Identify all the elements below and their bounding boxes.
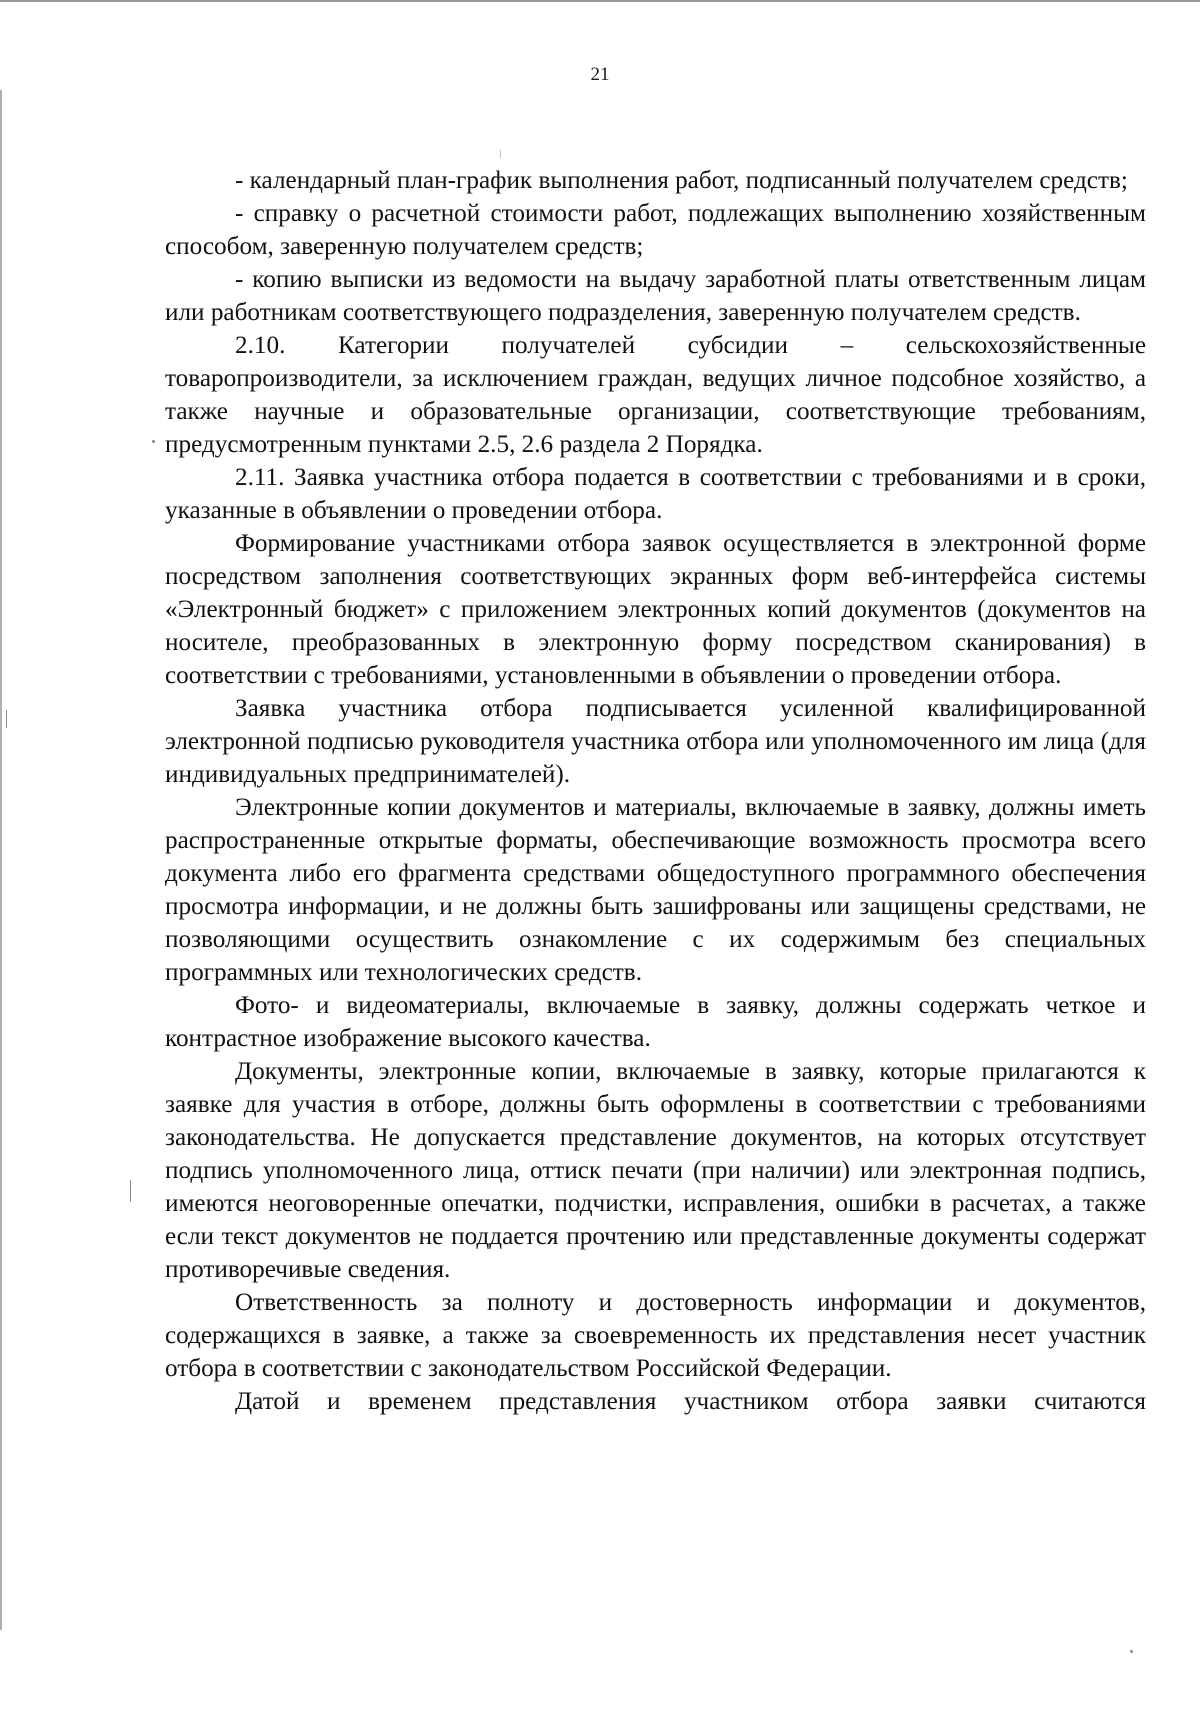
paragraph-responsibility: Ответственность за полноту и достоверность информации и документов, содержащихся в заявке, а также за своевременность их представления несет участник отбора в соответствии с законодательством Российской Федерации.: [165, 1289, 1146, 1382]
paragraph-2-11: 2.11. Заявка участника отбора подается в соответствии с требованиями и в сроки, указанные в объявлении о проведении отбора.: [165, 464, 1146, 524]
paragraph-application-signing: Заявка участника отбора подписывается усиленной квалифицированной электронной подписью руководителя участника отбора или уполномоченного им лица (для индивидуальных предпринимателей).: [165, 695, 1146, 788]
scan-speck: [130, 1180, 131, 1202]
paragraph-application-forming: Формирование участниками отбора заявок осуществляется в электронной форме посредством заполнения соответствующих экранных форм веб-интерфейса системы «Электронный бюджет» с приложением электронных копий документов (документов на носителе, преобразованных в электронную форму посредством сканирования) в соответствии с требованиями, установленными в объявлении о проведении отбора.: [165, 530, 1146, 689]
paragraph-payroll-extract: - копию выписки из ведомости на выдачу заработной платы ответственным лицам или работникам соответствующего подразделения, заверенную получателем средств.: [165, 266, 1146, 326]
scan-edge-left: [0, 90, 2, 1630]
scan-speck: [500, 150, 501, 158]
paragraph-2-10: 2.10. Категории получателей субсидии – сельскохозяйственные товаропроизводители, за исключением граждан, ведущих личное подсобное хозяйство, а также научные и образовательные организации, соответствующие требованиям, предусмотренным пунктами 2.5, 2.6 раздела 2 Порядка.: [165, 332, 1146, 458]
scan-edge-top: [0, 0, 1200, 2]
document-body: [165, 164, 1146, 1418]
scan-speck: [6, 710, 7, 728]
paragraph-photo-video: Фото- и видеоматериалы, включаемые в заявку, должны содержать четкое и контрастное изображение высокого качества.: [165, 992, 1146, 1052]
scan-speck: [152, 440, 155, 443]
scan-speck: [1130, 1650, 1133, 1653]
paragraph-electronic-copies: Электронные копии документов и материалы, включаемые в заявку, должны иметь распространенные открытые форматы, обеспечивающие возможность просмотра всего документа либо его фрагмента средствами общедоступного программного обеспечения просмотра информации, и не должны быть зашифрованы или защищены средствами, не позволяющими осуществить ознакомление с их содержимым без специальных программных или технологических средств.: [165, 794, 1146, 986]
paragraph-calendar-plan: - календарный план-график выполнения работ, подписанный получателем средств;: [235, 167, 1128, 194]
paragraph-cost-reference: - справку о расчетной стоимости работ, подлежащих выполнению хозяйственным способом, заверенную получателем средств;: [165, 200, 1146, 260]
page-number: 21: [590, 64, 610, 85]
paragraph-submission-date: Датой и временем представления участником отбора заявки считаются: [235, 1388, 1146, 1415]
paragraph-documents-requirements: Документы, электронные копии, включаемые в заявку, которые прилагаются к заявке для участия в отборе, должны быть оформлены в соответствии с требованиями законодательства. Не допускается представление документов, на которых отсутствует подпись уполномоченного лица, оттиск печати (при наличии) или электронная подпись, имеются неоговоренные опечатки, подчистки, исправления, ошибки в расчетах, а также если текст документов не поддается прочтению или представленные документы содержат противоречивые сведения.: [165, 1058, 1146, 1283]
